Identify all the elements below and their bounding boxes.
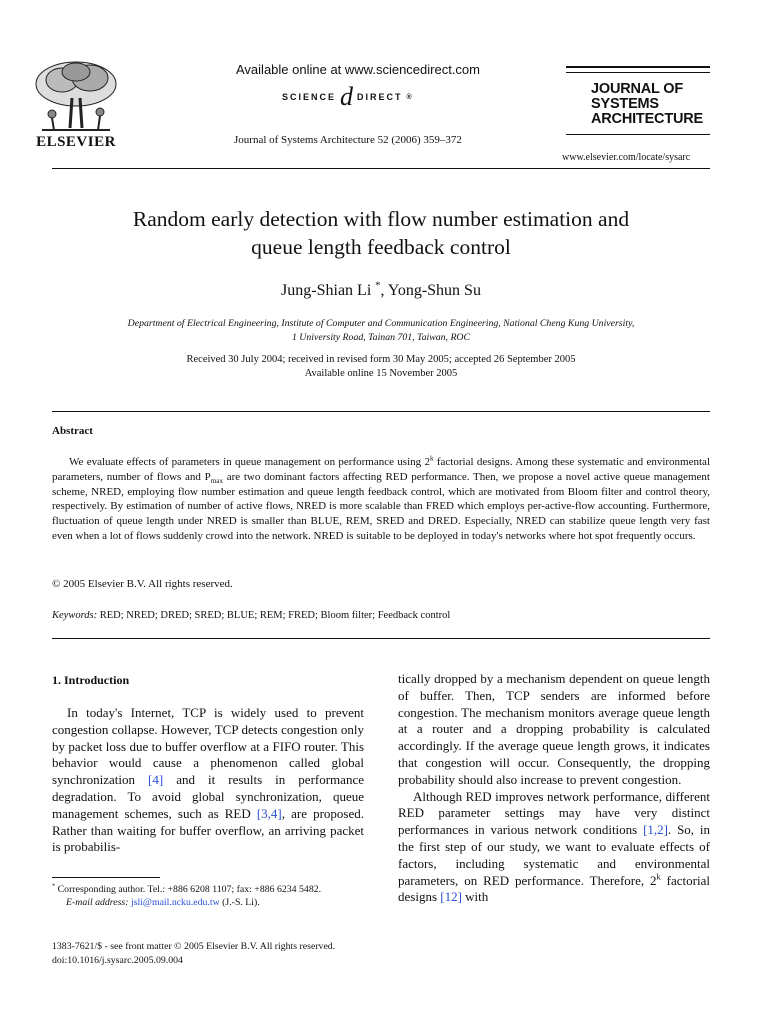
para2-text-b: . So, in the first step of our study, we want to evaluate effects of factors, including systematic and environmental parameters, on RED performance. Therefore, 2 xyxy=(398,822,710,888)
title-line-2: queue length feedback control xyxy=(251,235,511,259)
article-dates xyxy=(52,353,710,381)
keywords-label: Keywords: xyxy=(52,610,98,621)
footnote-email xyxy=(52,896,364,909)
abstract-heading: Abstract xyxy=(52,425,93,437)
author-separator: , xyxy=(380,282,388,299)
abstract-part-1: We evaluate effects of parameters in queue management on performance using 2 xyxy=(69,456,430,468)
footnote-rule xyxy=(52,877,160,878)
body-column-right xyxy=(398,671,710,906)
affiliation xyxy=(52,317,710,345)
citation-link[interactable]: [12] xyxy=(440,889,462,905)
header-divider xyxy=(52,168,710,169)
citation-link[interactable]: [3,4] xyxy=(256,805,282,821)
journal-title xyxy=(591,82,703,127)
abstract-bottom-rule xyxy=(52,638,710,639)
journal-top-rule-thin xyxy=(566,72,710,73)
author-1: Jung-Shian Li xyxy=(281,282,372,299)
email-suffix: (J.-S. Li). xyxy=(219,897,260,908)
citation-link[interactable]: [4] xyxy=(148,772,164,788)
paragraph: tically dropped by a mechanism dependent on queue length of buffer. Then, TCP senders are informed before congestion. The mechanism monitors average queue length at a router and a dropping probability is calculated accordingly. If the average queue length grows, it indicates that congestion will occur. Consequently, the dropping probability should also increase to prevent congestion. xyxy=(398,671,710,787)
journal-title-line: ARCHITECTURE xyxy=(591,111,703,127)
abstract-sub-max: max xyxy=(210,476,224,485)
dates-received: Received 30 July 2004; received in revised form 30 May 2005; accepted 26 September 2005 xyxy=(186,354,576,365)
publisher-name: ELSEVIER xyxy=(36,134,116,150)
affiliation-line-1: Department of Electrical Engineering, Institute of Computer and Communication Engineering, National Cheng Kung University, xyxy=(127,318,635,329)
footer-doi[interactable]: doi:10.1016/j.sysarc.2005.09.004 xyxy=(52,955,183,966)
keywords-list: RED; NRED; DRED; SRED; BLUE; REM; FRED; Bloom filter; Feedback control xyxy=(97,610,451,621)
sd-left: SCIENCE xyxy=(282,92,337,102)
dates-online: Available online 15 November 2005 xyxy=(304,368,458,379)
footer-front-matter: 1383-7621/$ - see front matter © 2005 Elsevier B.V. All rights reserved. xyxy=(52,941,336,952)
section-heading-introduction: 1. Introduction xyxy=(52,673,130,687)
intro-text-b: and it results in performance degradation. To avoid global synchronization, queue management schemes, such as RED xyxy=(52,772,364,821)
title-line-1: Random early detection with flow number estimation and xyxy=(132,207,630,231)
intro-text-a: In today's Internet, TCP is widely used to prevent congestion collapse. However, TCP detects congestion only by packet loss due to buffer overflow at a FIFO router. This behavior would cause a phenomenon called global synchronization xyxy=(52,705,364,788)
article-title xyxy=(52,205,710,261)
email-label: E-mail address: xyxy=(66,897,129,908)
corresponding-mark[interactable]: * xyxy=(375,280,381,292)
para2-text-d: with xyxy=(461,889,489,905)
authors xyxy=(52,282,710,300)
footnote-mark: * xyxy=(52,882,56,890)
abstract-text xyxy=(52,455,710,544)
affiliation-line-2: 1 University Road, Tainan 701, Taiwan, ROC xyxy=(291,332,471,343)
sd-mark: ® xyxy=(406,93,412,101)
para2-text-c: factorial designs xyxy=(398,872,710,905)
body-column-left xyxy=(52,705,364,856)
keywords xyxy=(52,610,450,621)
abstract-part-3: are two dominant factors affecting RED performance. Then, we propose a novel active queue management scheme, NRED, employing flow number estimation and queue length feedback control, which are motivated from Bloom filter and control theory, respectively. By estimation of number of active flows, NRED is more scalable than FRED which employs per-active-flow accounting. Furthermore, fluctuation of queue length under NRED is smaller than BLUE, REM, SRED and DRED. Especially, NRED can stabilize queue length very fast even when a lot of flows suddenly crowd into the network. NRED is suitable to be deployed in today's networks where hot spot frequently occurs. xyxy=(52,470,710,542)
para2-sup-k: k xyxy=(656,871,661,882)
paragraph xyxy=(398,789,710,907)
footnote xyxy=(52,883,364,909)
journal-reference: Journal of Systems Architecture 52 (2006) 359–372 xyxy=(234,134,462,146)
abstract-part-2: factorial designs. Among these systematic and environmental parameters, number of flows and P xyxy=(52,456,710,483)
footnote-text: Corresponding author. Tel.: +886 6208 1107; fax: +886 6234 5482. xyxy=(55,884,322,895)
sd-right: DIRECT xyxy=(357,92,403,102)
available-online-text[interactable]: Available online at www.sciencedirect.com xyxy=(236,62,480,77)
journal-url[interactable]: www.elsevier.com/locate/sysarc xyxy=(562,152,691,163)
journal-title-line: SYSTEMS xyxy=(591,96,659,112)
abstract-top-rule xyxy=(52,411,710,412)
para2-text-a: Although RED improves network performance, different RED parameter settings may have very distinct performances in various network conditions xyxy=(398,788,710,838)
sciencedirect-logo xyxy=(282,82,412,111)
author-2: Yong-Shun Su xyxy=(387,282,481,299)
citation-link[interactable]: [1,2] xyxy=(643,822,668,838)
email-link[interactable]: jsli@mail.ncku.edu.tw xyxy=(130,897,220,908)
journal-top-rule xyxy=(566,66,710,68)
abstract-sup-k: k xyxy=(429,454,434,463)
intro-text-c: , are proposed. Rather than waiting for buffer overflow, an arriving packet is probabilis- xyxy=(52,805,364,855)
journal-bottom-rule xyxy=(566,134,710,135)
footnote-corresponding xyxy=(52,883,364,896)
abstract-copyright: © 2005 Elsevier B.V. All rights reserved. xyxy=(52,578,233,590)
sd-mid: d xyxy=(340,82,354,111)
journal-title-line: JOURNAL OF xyxy=(591,81,683,97)
page-footer xyxy=(52,940,335,968)
